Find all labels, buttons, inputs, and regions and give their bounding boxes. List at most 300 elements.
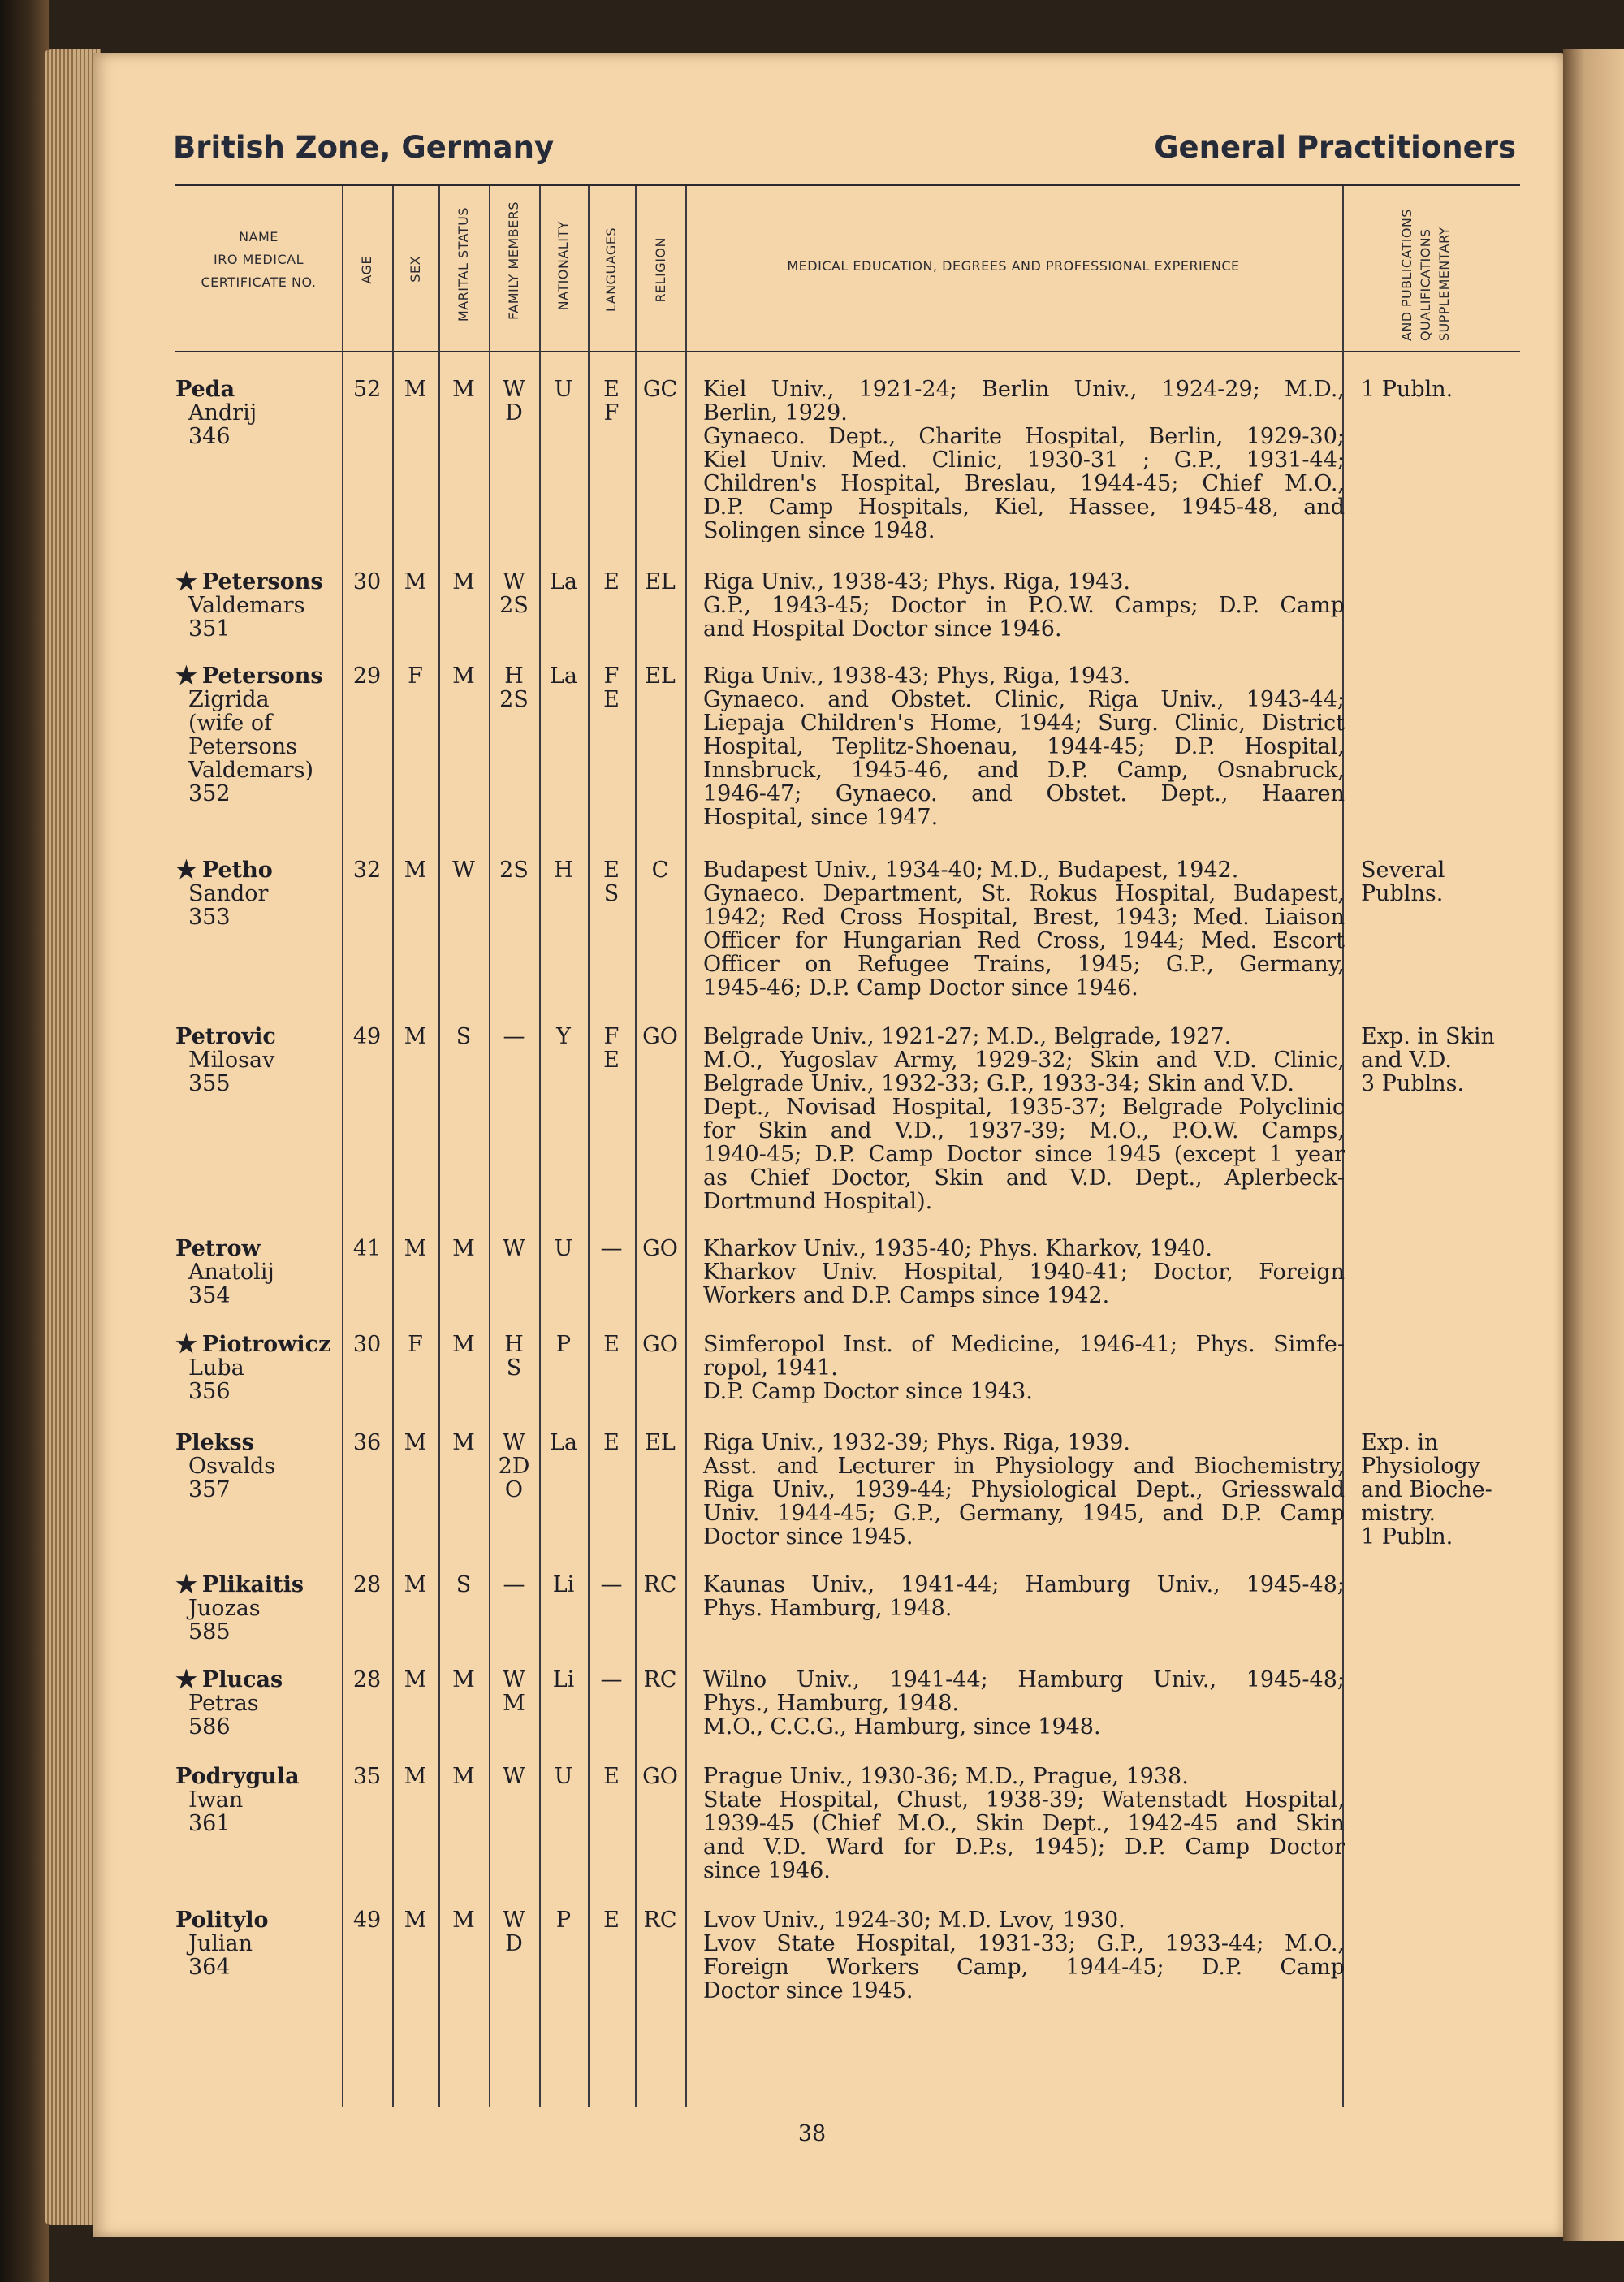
family-cell-line: 2S bbox=[499, 687, 529, 712]
family-cell bbox=[489, 570, 539, 617]
given-name-line: Luba bbox=[188, 1355, 244, 1381]
age-cell: 28 bbox=[352, 1572, 382, 1597]
languages-cell bbox=[588, 664, 635, 711]
experience-line: Riga Univ., 1938-43; Phys. Riga, 1943. bbox=[703, 569, 1131, 594]
religion-cell: GO bbox=[642, 1024, 678, 1049]
experience-line: Simferopol Inst. of Medicine, 1946-41; Phys. Simfe- bbox=[703, 1332, 1345, 1357]
surname-line bbox=[175, 1025, 338, 1048]
experience-line: Kharkov Univ. Hospital, 1940-41; Doctor, Foreign bbox=[703, 1260, 1345, 1285]
languages-cell bbox=[588, 1765, 635, 1788]
age-cell: 28 bbox=[352, 1667, 382, 1692]
nationality-cell bbox=[539, 664, 588, 688]
family-cell bbox=[489, 664, 539, 711]
age-cell: 30 bbox=[352, 569, 382, 594]
experience-line: Phys., Hamburg, 1948. bbox=[703, 1691, 959, 1716]
languages-cell bbox=[588, 1431, 635, 1454]
nationality-cell bbox=[539, 1333, 588, 1356]
experience-line: Univ. 1944-45; G.P., Germany, 1945, and D.P. Camp bbox=[703, 1501, 1345, 1526]
given-name-line: Valdemars) bbox=[188, 758, 314, 783]
family-cell bbox=[489, 378, 539, 425]
languages-cell-line: E bbox=[603, 569, 620, 594]
surname: Plikaitis bbox=[201, 1572, 304, 1597]
family-cell bbox=[489, 1237, 539, 1260]
surname-line bbox=[175, 664, 338, 688]
languages-cell bbox=[588, 570, 635, 594]
experience-cell bbox=[703, 1333, 1345, 1403]
supplementary-line: Exp. in Skin bbox=[1361, 1024, 1495, 1049]
sex-cell: M bbox=[404, 377, 427, 402]
nationality-cell bbox=[539, 1668, 588, 1692]
surname: Plucas bbox=[201, 1667, 283, 1692]
marital-cell: M bbox=[452, 1332, 475, 1357]
languages-cell-line: E bbox=[603, 1332, 620, 1357]
nationality-cell bbox=[539, 1573, 588, 1597]
family-cell bbox=[489, 1668, 539, 1715]
nationality-cell-line: H bbox=[554, 858, 573, 883]
certificate-number: 355 bbox=[188, 1071, 231, 1096]
practitioner-name bbox=[175, 858, 338, 929]
supp-header-line: QUALIFICATIONS bbox=[1417, 228, 1433, 341]
experience-line: Officer for Hungarian Red Cross, 1944; Med. Escort bbox=[703, 928, 1345, 953]
marital-cell: M bbox=[452, 1236, 475, 1261]
given-name-line: Osvalds bbox=[188, 1454, 276, 1479]
surname: Peda bbox=[175, 377, 235, 402]
experience-line: for Skin and V.D., 1937-39; M.O., P.O.W. Camps, bbox=[703, 1118, 1345, 1143]
supplementary-cell bbox=[1361, 858, 1523, 905]
surname: Petho bbox=[201, 858, 273, 883]
star-icon: ★ bbox=[175, 568, 197, 596]
star-icon: ★ bbox=[175, 1666, 197, 1694]
given-name-line: Valdemars bbox=[188, 593, 305, 618]
star-icon: ★ bbox=[175, 1571, 197, 1599]
age-cell: 49 bbox=[352, 1908, 382, 1933]
col-divider-age bbox=[392, 186, 394, 2107]
family-cell-line: W bbox=[503, 377, 525, 402]
experience-line: Wilno Univ., 1941-44; Hamburg Univ., 1945-48; bbox=[703, 1667, 1345, 1692]
age-cell: 36 bbox=[352, 1430, 382, 1455]
family-cell-line: W bbox=[503, 1908, 525, 1933]
certificate-number: 356 bbox=[188, 1379, 231, 1404]
experience-line: Children's Hospital, Breslau, 1944-45; Chief M.O., bbox=[703, 471, 1345, 496]
experience-line: Kharkov Univ., 1935-40; Phys. Kharkov, 1940. bbox=[703, 1236, 1212, 1261]
family-cell bbox=[489, 1025, 539, 1048]
practitioner-name bbox=[175, 1573, 338, 1644]
experience-cell bbox=[703, 1573, 1345, 1620]
certificate-number: 354 bbox=[188, 1283, 231, 1308]
marital-cell: M bbox=[452, 569, 475, 594]
languages-cell-line: E bbox=[603, 1048, 620, 1073]
practitioner-name bbox=[175, 664, 338, 806]
surname-line bbox=[175, 1668, 338, 1692]
age-cell: 49 bbox=[352, 1024, 382, 1049]
experience-line: Asst. and Lecturer in Physiology and Biochemistry, bbox=[703, 1454, 1345, 1479]
experience-cell bbox=[703, 858, 1345, 1000]
sex-cell: M bbox=[404, 858, 427, 883]
sex-cell: F bbox=[408, 1332, 423, 1357]
experience-cell bbox=[703, 1025, 1345, 1213]
family-cell bbox=[489, 1431, 539, 1502]
sex-cell: M bbox=[404, 1667, 427, 1692]
marital-column-header: MARITAL STATUS bbox=[456, 207, 471, 322]
given-name-line: Andrij bbox=[188, 400, 257, 426]
experience-line: Gynaeco. Department, St. Rokus Hospital, Budapest, bbox=[703, 881, 1345, 906]
surname: Petersons bbox=[201, 663, 323, 689]
supplementary-line: 3 Publns. bbox=[1361, 1071, 1465, 1096]
name-header-line: CERTIFICATE NO. bbox=[201, 274, 317, 290]
certificate-number: 361 bbox=[188, 1811, 231, 1836]
experience-line: Budapest Univ., 1934-40; M.D., Budapest, 1942. bbox=[703, 858, 1239, 883]
nationality-cell bbox=[539, 1765, 588, 1788]
name-header-line: NAME bbox=[239, 229, 279, 244]
experience-line: Belgrade Univ., 1921-27; M.D., Belgrade, 1927. bbox=[703, 1024, 1232, 1049]
languages-cell-line: E bbox=[603, 1430, 620, 1455]
family-cell bbox=[489, 1908, 539, 1956]
family-cell-line: W bbox=[503, 569, 525, 594]
nationality-cell-line: Li bbox=[552, 1572, 575, 1597]
sex-cell: M bbox=[404, 1430, 427, 1455]
experience-line: Kiel Univ. Med. Clinic, 1930-31 ; G.P., 1931-44; bbox=[703, 447, 1345, 473]
experience-line: M.O., Yugoslav Army, 1929-32; Skin and V.D. Clinic, bbox=[703, 1048, 1345, 1073]
supplementary-line: Several bbox=[1361, 858, 1445, 883]
supplementary-column-header bbox=[1380, 195, 1470, 341]
languages-cell-line: F bbox=[603, 663, 620, 689]
experience-line: Solingen since 1948. bbox=[703, 518, 935, 543]
nationality-cell-line: U bbox=[554, 1764, 573, 1789]
surname: Petersons bbox=[201, 569, 323, 594]
experience-line: Riga Univ., 1939-44; Physiological Dept., Griesswald bbox=[703, 1477, 1345, 1502]
experience-cell bbox=[703, 1668, 1345, 1739]
experience-line: Gynaeco. and Obstet. Clinic, Riga Univ., 1943-44; bbox=[703, 687, 1345, 712]
col-divider-family bbox=[539, 186, 541, 2107]
certificate-number: 351 bbox=[188, 616, 231, 642]
languages-cell-line: S bbox=[603, 881, 620, 906]
sex-cell: M bbox=[404, 1024, 427, 1049]
given-name-line: Sandor bbox=[188, 881, 269, 906]
practitioner-name bbox=[175, 570, 338, 641]
languages-cell-line: — bbox=[600, 1572, 623, 1597]
surname: Petrow bbox=[175, 1236, 261, 1261]
family-cell bbox=[489, 1333, 539, 1380]
languages-cell-line: E bbox=[603, 1908, 620, 1933]
certificate-number: 357 bbox=[188, 1477, 231, 1502]
experience-cell bbox=[703, 1431, 1345, 1549]
book-spine-shadow bbox=[0, 0, 49, 2282]
languages-cell bbox=[588, 858, 635, 905]
experience-line: 1940-45; D.P. Camp Doctor since 1945 (except 1 year bbox=[703, 1142, 1345, 1167]
surname-line bbox=[175, 1330, 338, 1359]
experience-line: ropol, 1941. bbox=[703, 1355, 838, 1381]
surname: Petrovic bbox=[175, 1024, 276, 1049]
section-heading: General Practitioners bbox=[1154, 130, 1516, 165]
family-column-header: FAMILY MEMBERS bbox=[506, 201, 521, 320]
surname: Politylo bbox=[175, 1908, 269, 1933]
star-icon: ★ bbox=[175, 856, 197, 884]
practitioner-name bbox=[175, 1025, 338, 1096]
surname-line bbox=[175, 1237, 338, 1260]
zone-heading: British Zone, Germany bbox=[173, 130, 555, 165]
experience-line: Liepaja Children's Home, 1944; Surg. Clinic, District bbox=[703, 711, 1345, 736]
experience-line: Kaunas Univ., 1941-44; Hamburg Univ., 1945-48; bbox=[703, 1572, 1345, 1597]
experience-line: Berlin, 1929. bbox=[703, 400, 848, 426]
certificate-number: 352 bbox=[188, 781, 231, 806]
family-cell-line: W bbox=[503, 1764, 525, 1789]
header-top-rule bbox=[175, 184, 1520, 186]
sex-cell: M bbox=[404, 1908, 427, 1933]
marital-cell: M bbox=[452, 1667, 475, 1692]
experience-line: G.P., 1943-45; Doctor in P.O.W. Camps; D.P. Camp bbox=[703, 593, 1345, 618]
experience-cell bbox=[703, 664, 1345, 829]
supplementary-line: 1 Publn. bbox=[1361, 377, 1453, 402]
experience-line: 1946-47; Gynaeco. and Obstet. Dept., Haaren bbox=[703, 781, 1345, 806]
practitioner-name bbox=[175, 1330, 338, 1404]
languages-cell-line: E bbox=[603, 377, 620, 402]
nationality-cell-line: Li bbox=[552, 1667, 575, 1692]
nationality-cell bbox=[539, 858, 588, 882]
experience-cell bbox=[703, 1908, 1345, 2003]
family-cell bbox=[489, 1765, 539, 1788]
practitioner-name bbox=[175, 1765, 338, 1835]
experience-line: Foreign Workers Camp, 1944-45; D.P. Camp bbox=[703, 1955, 1345, 1980]
supplementary-line: Physiology bbox=[1361, 1454, 1480, 1479]
experience-line: Hospital, since 1947. bbox=[703, 805, 939, 830]
surname-line bbox=[175, 570, 338, 594]
religion-cell: EL bbox=[645, 1430, 676, 1455]
experience-line: Innsbruck, 1945-46, and D.P. Camp, Osnabruck, bbox=[703, 758, 1345, 783]
given-name-line: Milosav bbox=[188, 1048, 275, 1073]
surname: Piotrowicz bbox=[201, 1332, 331, 1357]
practitioner-name bbox=[175, 1908, 338, 1979]
star-icon: ★ bbox=[175, 1330, 197, 1359]
certificate-number: 585 bbox=[188, 1619, 231, 1645]
religion-column-header: RELIGION bbox=[653, 237, 668, 303]
nationality-cell-line: La bbox=[549, 1430, 578, 1455]
family-cell-line: 2S bbox=[499, 858, 529, 883]
experience-cell bbox=[703, 1237, 1345, 1307]
languages-cell-line: F bbox=[603, 400, 620, 426]
col-divider-marital bbox=[489, 186, 490, 2107]
age-cell: 35 bbox=[352, 1764, 382, 1789]
religion-cell: GO bbox=[642, 1236, 678, 1261]
sex-cell: M bbox=[404, 1236, 427, 1261]
given-name-line: Zigrida bbox=[188, 687, 270, 712]
col-divider-sex bbox=[438, 186, 440, 2107]
experience-line: 1942; Red Cross Hospital, Brest, 1943; Med. Liaison bbox=[703, 905, 1345, 930]
religion-cell: RC bbox=[643, 1572, 677, 1597]
supplementary-line: Publns. bbox=[1361, 881, 1444, 906]
certificate-number: 364 bbox=[188, 1955, 231, 1980]
languages-cell-line: E bbox=[603, 1764, 620, 1789]
family-cell-line: H bbox=[504, 1332, 524, 1357]
sex-cell: F bbox=[408, 663, 423, 689]
col-divider-religion bbox=[685, 186, 687, 2107]
given-name-line: (wife of bbox=[188, 711, 273, 736]
nationality-cell-line: Y bbox=[556, 1024, 571, 1049]
languages-cell-line: — bbox=[600, 1236, 623, 1261]
age-cell: 30 bbox=[352, 1332, 382, 1357]
languages-cell-line: E bbox=[603, 858, 620, 883]
experience-line: D.P. Camp Hospitals, Kiel, Hassee, 1945-48, and bbox=[703, 495, 1345, 520]
experience-line: Phys. Hamburg, 1948. bbox=[703, 1596, 952, 1621]
religion-cell: GO bbox=[642, 1764, 678, 1789]
religion-cell: GO bbox=[642, 1332, 678, 1357]
supplementary-line: 1 Publn. bbox=[1361, 1524, 1453, 1549]
family-cell-line: S bbox=[506, 1355, 522, 1381]
nationality-cell bbox=[539, 570, 588, 594]
marital-cell: M bbox=[452, 1908, 475, 1933]
surname-line bbox=[175, 378, 338, 401]
age-cell: 29 bbox=[352, 663, 382, 689]
family-cell-line: 2D bbox=[498, 1454, 530, 1479]
given-name-line: Julian bbox=[188, 1931, 253, 1956]
family-cell-line: W bbox=[503, 1236, 525, 1261]
languages-cell-line: F bbox=[603, 1024, 620, 1049]
practitioner-name bbox=[175, 1431, 338, 1502]
nationality-cell-line: U bbox=[554, 377, 573, 402]
languages-column-header: LANGUAGES bbox=[603, 227, 619, 313]
experience-line: Gynaeco. Dept., Charite Hospital, Berlin, 1929-30; bbox=[703, 424, 1345, 449]
religion-cell: RC bbox=[643, 1667, 677, 1692]
nationality-column-header: NATIONALITY bbox=[555, 221, 571, 311]
family-cell bbox=[489, 1573, 539, 1597]
religion-cell: GC bbox=[642, 377, 678, 402]
experience-line: Riga Univ., 1932-39; Phys. Riga, 1939. bbox=[703, 1430, 1131, 1455]
marital-cell: M bbox=[452, 1430, 475, 1455]
next-page-edge bbox=[1563, 49, 1624, 2241]
languages-cell bbox=[588, 1333, 635, 1356]
marital-cell: S bbox=[456, 1572, 472, 1597]
nationality-cell-line: La bbox=[549, 569, 578, 594]
surname-line bbox=[175, 1573, 338, 1597]
col-divider-name bbox=[342, 186, 343, 2107]
experience-line: Dept., Novisad Hospital, 1935-37; Belgrade Polyclinic bbox=[703, 1095, 1345, 1120]
nationality-cell bbox=[539, 1908, 588, 1932]
family-cell-line: — bbox=[503, 1024, 525, 1049]
experience-line: D.P. Camp Doctor since 1943. bbox=[703, 1379, 1033, 1404]
supp-header-line: SUPPLEMENTARY bbox=[1436, 227, 1452, 341]
nationality-cell-line: P bbox=[555, 1332, 572, 1357]
experience-cell bbox=[703, 570, 1345, 641]
certificate-number: 346 bbox=[188, 424, 231, 449]
given-name-line: Anatolij bbox=[188, 1260, 274, 1285]
sex-cell: M bbox=[404, 1572, 427, 1597]
experience-line: Lvov State Hospital, 1931-33; G.P., 1933-44; M.O., bbox=[703, 1931, 1345, 1956]
religion-cell: RC bbox=[643, 1908, 677, 1933]
certificate-number: 353 bbox=[188, 905, 231, 930]
nationality-cell bbox=[539, 1431, 588, 1454]
surname-line bbox=[175, 1908, 338, 1932]
experience-line: Belgrade Univ., 1932-33; G.P., 1933-34; Skin and V.D. bbox=[703, 1071, 1294, 1096]
age-column-header: AGE bbox=[359, 256, 374, 284]
family-cell-line: O bbox=[504, 1477, 524, 1502]
given-name-line: Juozas bbox=[188, 1596, 261, 1621]
experience-line: State Hospital, Chust, 1938-39; Watenstadt Hospital, bbox=[703, 1787, 1345, 1813]
religion-cell: C bbox=[651, 858, 669, 883]
experience-line: Workers and D.P. Camps since 1942. bbox=[703, 1283, 1110, 1308]
experience-line: since 1946. bbox=[703, 1858, 831, 1883]
languages-cell bbox=[588, 1573, 635, 1597]
surname: Plekss bbox=[175, 1430, 254, 1455]
experience-line: 1939-45 (Chief M.O., Skin Dept., 1942-45 and Skin bbox=[703, 1811, 1345, 1836]
experience-line: Riga Univ., 1938-43; Phys, Riga, 1943. bbox=[703, 663, 1131, 689]
sex-cell: M bbox=[404, 1764, 427, 1789]
religion-cell: EL bbox=[645, 569, 676, 594]
surname: Podrygula bbox=[175, 1764, 300, 1789]
family-cell-line: W bbox=[503, 1667, 525, 1692]
languages-cell-line: E bbox=[603, 687, 620, 712]
experience-line: and V.D. Ward for D.P.s, 1945); D.P. Camp Doctor bbox=[703, 1835, 1345, 1860]
practitioner-name bbox=[175, 378, 338, 448]
supplementary-line: mistry. bbox=[1361, 1501, 1436, 1526]
nationality-cell bbox=[539, 1237, 588, 1260]
age-cell: 52 bbox=[352, 377, 382, 402]
supp-header-line: AND PUBLICATIONS bbox=[1398, 209, 1415, 341]
nationality-cell-line: P bbox=[555, 1908, 572, 1933]
supplementary-cell bbox=[1361, 1431, 1523, 1549]
experience-line: Lvov Univ., 1924-30; M.D. Lvov, 1930. bbox=[703, 1908, 1125, 1933]
languages-cell bbox=[588, 378, 635, 425]
surname-line bbox=[175, 1431, 338, 1454]
nationality-cell-line: U bbox=[554, 1236, 573, 1261]
experience-line: Dortmund Hospital). bbox=[703, 1189, 933, 1214]
marital-cell: S bbox=[456, 1024, 472, 1049]
experience-cell bbox=[703, 378, 1345, 542]
experience-column-header: MEDICAL EDUCATION, DEGREES AND PROFESSIONAL EXPERIENCE bbox=[787, 258, 1240, 274]
experience-line: Doctor since 1945. bbox=[703, 1978, 914, 2003]
given-name-line: Iwan bbox=[188, 1787, 244, 1813]
family-cell-line: — bbox=[503, 1572, 525, 1597]
marital-cell: W bbox=[452, 858, 475, 883]
marital-cell: M bbox=[452, 663, 475, 689]
header-bottom-rule bbox=[175, 351, 1520, 352]
sex-column-header: SEX bbox=[408, 256, 423, 283]
given-name-line: Petras bbox=[188, 1691, 259, 1716]
experience-line: Hospital, Teplitz-Shoenau, 1944-45; D.P. Hospital, bbox=[703, 734, 1345, 759]
nationality-cell bbox=[539, 1025, 588, 1048]
name-header-line: IRO MEDICAL bbox=[214, 252, 304, 267]
supplementary-line: and Bioche- bbox=[1361, 1477, 1492, 1502]
marital-cell: M bbox=[452, 377, 475, 402]
family-cell-line: 2S bbox=[499, 593, 529, 618]
supplementary-cell bbox=[1361, 1025, 1523, 1096]
marital-cell: M bbox=[452, 1764, 475, 1789]
given-name-line: Petersons bbox=[188, 734, 298, 759]
age-cell: 41 bbox=[352, 1236, 382, 1261]
nationality-cell-line: La bbox=[549, 663, 578, 689]
col-divider-languages bbox=[635, 186, 637, 2107]
experience-line: Doctor since 1945. bbox=[703, 1524, 914, 1549]
certificate-number: 586 bbox=[188, 1714, 231, 1740]
page-number: 38 bbox=[797, 2121, 827, 2146]
name-column-header bbox=[175, 227, 342, 296]
languages-cell bbox=[588, 1668, 635, 1692]
nationality-cell bbox=[539, 378, 588, 401]
practitioner-name bbox=[175, 1668, 338, 1739]
surname-line bbox=[175, 858, 338, 882]
practitioner-name bbox=[175, 1237, 338, 1307]
experience-cell bbox=[703, 1765, 1345, 1882]
experience-line: M.O., C.C.G., Hamburg, since 1948. bbox=[703, 1714, 1101, 1740]
languages-cell-line: — bbox=[600, 1667, 623, 1692]
experience-line: Prague Univ., 1930-36; M.D., Prague, 1938. bbox=[703, 1764, 1189, 1789]
languages-cell bbox=[588, 1237, 635, 1260]
languages-cell bbox=[588, 1908, 635, 1932]
languages-cell bbox=[588, 1025, 635, 1072]
supplementary-line: and V.D. bbox=[1361, 1048, 1452, 1073]
family-cell-line: D bbox=[505, 1931, 523, 1956]
experience-line: as Chief Doctor, Skin and V.D. Dept., Aplerbeck- bbox=[703, 1165, 1345, 1191]
religion-cell: EL bbox=[645, 663, 676, 689]
family-cell-line: M bbox=[503, 1691, 525, 1716]
